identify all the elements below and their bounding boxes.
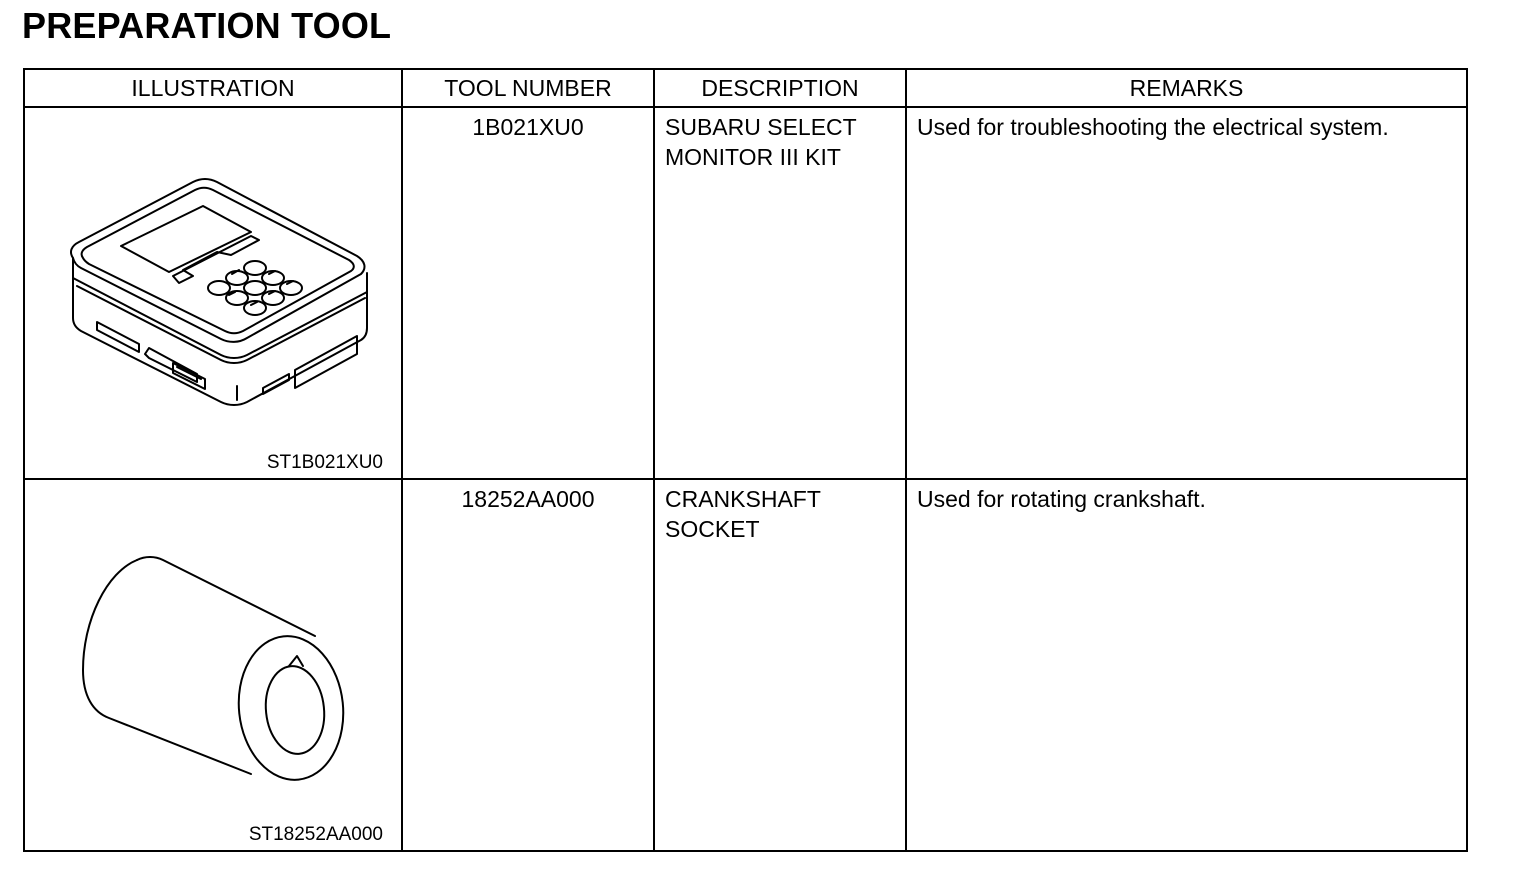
tool-number-cell: 18252AA000 [402, 479, 654, 851]
description-line: CRANKSHAFT [665, 486, 821, 512]
illustration-code: ST1B021XU0 [266, 452, 383, 473]
header-illustration: ILLUSTRATION [24, 69, 402, 107]
table-row [24, 479, 1467, 851]
header-description: DESCRIPTION [654, 69, 906, 107]
description-line: MONITOR III KIT [665, 144, 841, 170]
remarks-cell: Used for rotating crankshaft. [906, 479, 1467, 851]
description-cell [654, 107, 906, 479]
illustration-cell [24, 107, 402, 479]
illustration-cell [24, 479, 402, 851]
description-line: SUBARU SELECT [665, 114, 857, 140]
page-title: PREPARATION TOOL [22, 5, 392, 46]
table-row [24, 107, 1467, 479]
illustration-code: ST18252AA000 [248, 824, 383, 845]
header-tool-number: TOOL NUMBER [402, 69, 654, 107]
tool-number-cell: 1B021XU0 [402, 107, 654, 479]
header-remarks: REMARKS [906, 69, 1467, 107]
preparation-tool-table [23, 68, 1468, 852]
remarks-cell: Used for troubleshooting the electrical system. [906, 107, 1467, 479]
crankshaft-socket-icon [25, 480, 401, 844]
select-monitor-device-icon [25, 108, 401, 472]
description-cell [654, 479, 906, 851]
description-line: SOCKET [665, 516, 760, 542]
table-header-row [24, 69, 1467, 107]
